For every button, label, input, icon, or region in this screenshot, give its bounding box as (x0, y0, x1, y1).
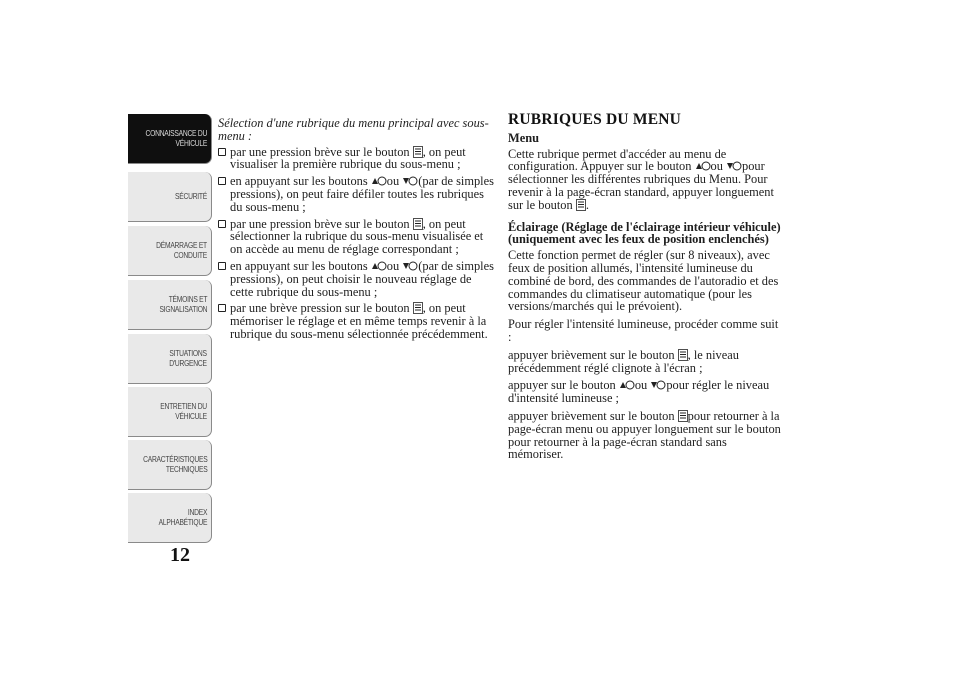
list-item (218, 302, 498, 340)
tab-caracteristiques-techniques[interactable] (128, 440, 212, 490)
down-button-icon (402, 175, 418, 187)
left-column (218, 117, 498, 345)
tab-label: INDEX ALPHABÉTIQUE (158, 507, 207, 527)
up-button-icon (619, 379, 635, 391)
tab-connaissance-du-vehicule[interactable] (128, 114, 212, 164)
menu-button-icon (413, 218, 423, 230)
menu-button-icon (413, 146, 423, 158)
up-button-icon (695, 160, 711, 172)
tab-label: SÉCURITÉ (175, 191, 207, 201)
submenu-intro: Sélection d'une rubrique du menu principal avec sous-menu : (218, 116, 489, 143)
bullet-text: (par de simples pressions), on peut choisir le nouveau réglage de cette rubrique du sous-menu ; (230, 258, 494, 299)
paragraph-text: pour sélectionner les différentes rubriques du Menu. Pour revenir à la page-écran standard, appuyer longuement sur le bouton (508, 159, 774, 212)
up-button-icon (371, 175, 387, 187)
paragraph-text: , le niveau précédemment réglé clignote à l'écran ; (508, 347, 739, 375)
bullet-text: (par de simples pressions), on peut faire défiler toutes les rubriques du sous-menu ; (230, 174, 494, 214)
menu-button-icon (678, 410, 688, 422)
paragraph-text: appuyer brièvement sur le bouton (508, 347, 678, 362)
paragraph-text: . (585, 197, 589, 212)
bullet-text: par une pression brève sur le bouton (230, 216, 413, 231)
list-item (218, 218, 498, 256)
paragraph-text: pour retourner à la page-écran menu ou appuyer longuement sur le bouton pour retourner à la page-écran standard sans mémoriser. (508, 408, 781, 462)
menu-paragraph (508, 148, 783, 212)
bullet-text: ou (386, 258, 403, 273)
procedure-step (508, 379, 783, 405)
tab-index-alphabetique[interactable] (128, 493, 212, 543)
procedure-step (508, 349, 783, 375)
list-item (218, 146, 498, 172)
menu-button-icon (678, 349, 688, 361)
tab-demarrage-et-conduite[interactable] (128, 226, 212, 276)
checkbox-bullet-icon (218, 262, 226, 270)
paragraph-text: appuyer brièvement sur le bouton (508, 408, 678, 423)
eclairage-heading: Éclairage (Réglage de l'éclairage intérieur véhicule) (uniquement avec les feux de position enclenchés) (508, 219, 781, 247)
tab-label: TÉMOINS ET SIGNALISATION (159, 294, 207, 314)
menu-heading: Menu (508, 130, 539, 145)
section-title: RUBRIQUES DU MENU (508, 111, 682, 128)
down-button-icon (402, 260, 418, 272)
right-column (508, 111, 783, 466)
tab-temoins-et-signalisation[interactable] (128, 280, 212, 330)
list-item (218, 175, 498, 213)
menu-button-icon (413, 302, 423, 314)
procedure-step (508, 410, 783, 461)
paragraph-text: pour régler le niveau d'intensité lumineuse ; (508, 378, 770, 406)
tab-situations-durgence[interactable] (128, 334, 212, 384)
list-item (218, 260, 498, 298)
eclairage-paragraph: Cette fonction permet de régler (sur 8 niveaux), avec feux de position allumés, l'intensité lumineuse du combiné de bord, des commandes de l'autoradio et des commandes du climatiseur automatique (pour les versions/marchés qui le prévoient). (508, 248, 779, 314)
tab-label: CONNAISSANCE DU VÉHICULE (145, 128, 207, 148)
paragraph-text: appuyer sur le bouton (508, 378, 619, 393)
bullet-text: , on peut sélectionner la rubrique du sous-menu visualisée et on accède au menu de réglage correspondant ; (230, 216, 484, 257)
tab-securite[interactable] (128, 172, 212, 222)
bullet-text: , on peut visualiser la première rubrique du sous-menu ; (230, 144, 466, 172)
paragraph-text: Cette rubrique permet d'accéder au menu de configuration. Appuyer sur le bouton (508, 146, 727, 174)
up-button-icon (371, 260, 387, 272)
checkbox-bullet-icon (218, 304, 226, 312)
down-button-icon (726, 160, 742, 172)
bullet-text: ou (386, 174, 403, 189)
bullet-text: par une pression brève sur le bouton (230, 144, 413, 159)
down-button-icon (650, 379, 666, 391)
bullet-text: par une brève pression sur le bouton (230, 301, 413, 316)
paragraph-text: ou (710, 159, 727, 174)
checkbox-bullet-icon (218, 148, 226, 156)
page-number: 12 (170, 544, 190, 566)
procedure-intro: Pour régler l'intensité lumineuse, procéder comme suit : (508, 317, 779, 344)
paragraph-text: ou (634, 378, 651, 393)
tab-label: SITUATIONS D'URGENCE (169, 348, 207, 368)
tab-label: ENTRETIEN DU VÉHICULE (160, 401, 207, 421)
tab-label: CARACTÉRISTIQUES TECHNIQUES (142, 454, 207, 474)
bullet-text: en appuyant sur les boutons (230, 174, 371, 189)
checkbox-bullet-icon (218, 177, 226, 185)
menu-button-icon (576, 199, 586, 211)
bullet-text: en appuyant sur les boutons (230, 258, 371, 273)
checkbox-bullet-icon (218, 220, 226, 228)
tab-label: DÉMARRAGE ET CONDUITE (156, 240, 207, 260)
tab-entretien-du-vehicule[interactable] (128, 387, 212, 437)
bullet-text: , on peut mémoriser le réglage et en même temps revenir à la rubrique du sous-menu sélectionnée précédemment. (230, 301, 488, 341)
